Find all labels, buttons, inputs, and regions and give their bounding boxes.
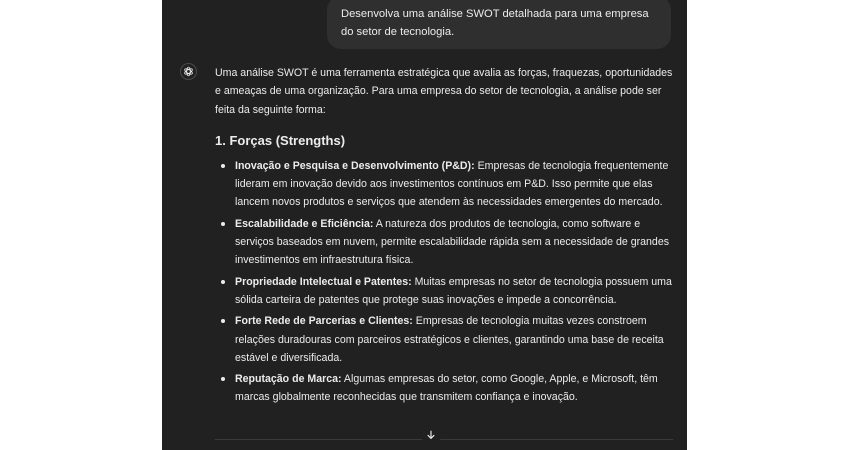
composer-divider: [215, 439, 673, 440]
user-message-bubble: [327, 0, 671, 49]
list-item: [215, 273, 675, 310]
list-item: [215, 215, 675, 270]
bullet-text: Algumas empresas do setor, como Google, Apple, e Microsoft, têm marcas globalmente reconhecidas que transmitem confiança e inovação.: [235, 373, 658, 404]
user-message-text: Desenvolva uma análise SWOT detalhada para uma empresa do setor de tecnologia.: [341, 8, 649, 38]
bullet-title: Forte Rede de Parcerias e Clientes:: [235, 315, 413, 328]
section-heading: 1. Forças (Strengths): [215, 132, 346, 148]
assistant-message: [215, 64, 675, 410]
list-item: [215, 370, 675, 407]
list-item: [215, 157, 675, 212]
bullet-text: A natureza dos produtos de tecnologia, como software e serviços baseados em nuvem, permite escalabilidade rápida sem a necessidade de grandes investimentos em infraestrutura física.: [235, 217, 670, 267]
chat-panel: [162, 0, 687, 450]
bullet-title: Reputação de Marca:: [235, 373, 342, 386]
arrow-down-icon: [426, 430, 436, 440]
assistant-avatar: [180, 63, 197, 80]
bullet-title: Propriedade Intelectual e Patentes:: [235, 275, 412, 288]
bullet-title: Escalabilidade e Eficiência:: [235, 217, 374, 230]
openai-logo-icon: [183, 66, 194, 77]
bullet-text: Empresas de tecnologia muitas vezes constroem relações duradouras com parceiros estratégicos e clientes, garantindo uma base de receita estável e diversificada.: [235, 315, 664, 364]
list-item: [215, 312, 675, 367]
assistant-intro: Uma análise SWOT é uma ferramenta estratégica que avalia as forças, fraquezas, oportunidades e ameaças de uma organização. Para uma empresa do setor de tecnologia, a análise pode ser feita da seguinte forma:: [215, 67, 673, 116]
bullet-title: Inovação e Pesquisa e Desenvolvimento (P&D):: [235, 159, 475, 172]
strengths-list: [215, 157, 675, 407]
bullet-text: Muitas empresas no setor de tecnologia possuem uma sólida carteira de patentes que protege suas inovações e impede a concorrência.: [235, 275, 672, 306]
scroll-down-button[interactable]: [421, 425, 441, 445]
bullet-text: Empresas de tecnologia frequentemente lideram em inovação devido aos investimentos contínuos em P&D. Isso permite que elas lancem novos produtos e serviços que atendem às necessidades emergentes do mercado.: [235, 159, 669, 209]
